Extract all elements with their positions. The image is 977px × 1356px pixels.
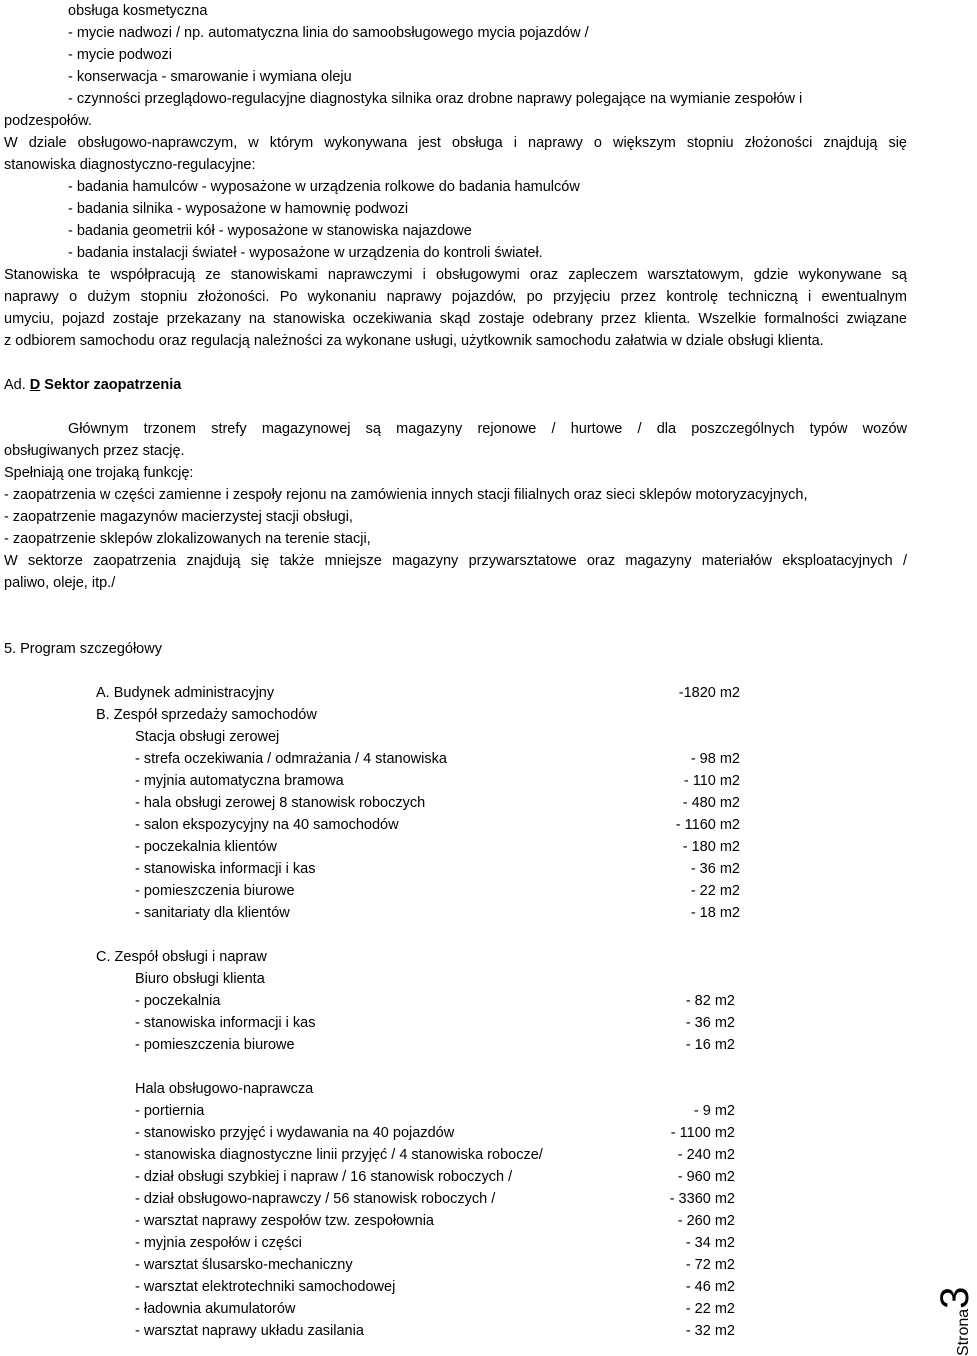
program-a-label: A. Budynek administracyjny <box>96 685 275 701</box>
program-c-area: - 46 m2 <box>685 1279 735 1295</box>
program-c-item: - warsztat elektrotechniki samochodowej <box>135 1279 396 1295</box>
program-b-item: - sanitariaty dla klientów <box>135 905 290 921</box>
paragraph-line: paliwo, oleje, itp./ <box>4 575 116 591</box>
section-prefix: Ad. <box>4 377 30 393</box>
program-c-area: - 72 m2 <box>685 1257 735 1273</box>
program-c-area: - 16 m2 <box>685 1037 735 1053</box>
program-b-item: - pomieszczenia biurowe <box>135 883 295 899</box>
program-b-sub: Stacja obsługi zerowej <box>135 729 280 745</box>
program-c-label: C. Zespół obsługi i napraw <box>96 949 267 965</box>
function-item: - zaopatrzenie magazynów macierzystej stacji obsługi, <box>4 509 353 525</box>
program-c-sub: Biuro obsługi klienta <box>135 971 265 987</box>
program-c-area: - 34 m2 <box>685 1235 735 1251</box>
program-c-item: - dział obsługowo-naprawczy / 56 stanowisk roboczych / <box>135 1191 496 1207</box>
paragraph-line: Głównym trzonem strefy magazynowej są magazyny rejonowe / hurtowe / dla poszczególnych typów wozów <box>68 421 907 437</box>
program-b-area: - 480 m2 <box>682 795 740 811</box>
functions-intro: Spełniają one trojaką funkcję: <box>4 465 194 481</box>
program-c-area: - 1100 m2 <box>670 1125 735 1141</box>
page-label <box>933 1286 977 1356</box>
program-c-item: - pomieszczenia biurowe <box>135 1037 295 1053</box>
top-item: - konserwacja - smarowanie i wymiana oleju <box>68 69 352 85</box>
program-c-area: - 260 m2 <box>677 1213 735 1229</box>
program-c-area: - 22 m2 <box>685 1301 735 1317</box>
paragraph-line: stanowiska diagnostyczno-regulacyjne: <box>4 157 256 173</box>
program-b-area: - 1160 m2 <box>675 817 740 833</box>
top-item: - mycie podwozi <box>68 47 172 63</box>
program-c-item: - myjnia zespołów i części <box>135 1235 302 1251</box>
paragraph-line: W dziale obsługowo-naprawczym, w którym wykonywana jest obsługa i naprawy o większym stopniu złożoności znajdują się <box>4 135 907 151</box>
program-c-item: - ładownia akumulatorów <box>135 1301 296 1317</box>
paragraph-line: Stanowiska te współpracują ze stanowiskami naprawczymi i obsługowymi oraz zapleczem warsztatowym, gdzie wykonywane są <box>4 267 907 283</box>
program-b-label: B. Zespół sprzedaży samochodów <box>96 707 317 723</box>
program-c-area: - 32 m2 <box>685 1323 735 1339</box>
program-b-area: - 98 m2 <box>690 751 740 767</box>
program-c-area: - 82 m2 <box>685 993 735 1009</box>
program-c-item: - stanowisko przyjęć i wydawania na 40 pojazdów <box>135 1125 455 1141</box>
program-a-area: -1820 m2 <box>678 685 740 701</box>
program-c-sub: Hala obsługowo-naprawcza <box>135 1081 314 1097</box>
program-b-area: - 22 m2 <box>690 883 740 899</box>
program-c-area: - 240 m2 <box>677 1147 735 1163</box>
paragraph-line: umyciu, pojazd zostaje przekazany na stanowiska oczekiwania skąd zostaje odebrany przez klienta. Wszelkie formalności związane <box>4 311 907 327</box>
diag-item: - badania geometrii kół - wyposażone w stanowiska najazdowe <box>68 223 472 239</box>
program-c-item: - poczekalnia <box>135 993 221 1009</box>
paragraph-line: obsługiwanych przez stację. <box>4 443 185 459</box>
program-b-area: - 180 m2 <box>682 839 740 855</box>
program-b-area: - 18 m2 <box>690 905 740 921</box>
program-b-item: - myjnia automatyczna bramowa <box>135 773 344 789</box>
program-c-area: - 3360 m2 <box>669 1191 735 1207</box>
program-c-item: - portiernia <box>135 1103 205 1119</box>
diag-item: - badania hamulców - wyposażone w urządzenia rolkowe do badania hamulców <box>68 179 580 195</box>
section-title: Sektor zaopatrzenia <box>40 377 182 393</box>
page-label-word: Strona <box>955 1308 972 1356</box>
program-c-item: - warsztat naprawy zespołów tzw. zespołownia <box>135 1213 434 1229</box>
program-b-item: - strefa oczekiwania / odmrażania / 4 stanowiska <box>135 751 447 767</box>
section-heading <box>4 376 181 394</box>
program-b-item: - stanowiska informacji i kas <box>135 861 316 877</box>
program-c-item: - warsztat naprawy układu zasilania <box>135 1323 364 1339</box>
program-b-area: - 36 m2 <box>690 861 740 877</box>
page-number: 3 <box>933 1286 977 1309</box>
program-heading: 5. Program szczegółowy <box>4 641 162 657</box>
program-c-item: - warsztat ślusarsko-mechaniczny <box>135 1257 353 1273</box>
program-c-item: - dział obsługi szybkiej i napraw / 16 stanowisk roboczych / <box>135 1169 513 1185</box>
top-item: - mycie nadwozi / np. automatyczna linia do samoobsługowego mycia pojazdów / <box>68 25 589 41</box>
top-item: obsługa kosmetyczna <box>68 3 208 19</box>
diag-item: - badania silnika - wyposażone w hamownię podwozi <box>68 201 409 217</box>
program-b-area: - 110 m2 <box>683 773 740 789</box>
paragraph-line: z odbiorem samochodu oraz regulacją należności za wykonane usługi, użytkownik samochodu załatwia w dziale obsługi klienta. <box>4 333 824 349</box>
program-b-item: - hala obsługi zerowej 8 stanowisk roboczych <box>135 795 426 811</box>
diag-item: - badania instalacji świateł - wyposażone w urządzenia do kontroli świateł. <box>68 245 543 261</box>
function-item: - zaopatrzenia w części zamienne i zespoły rejonu na zamówienia innych stacji filialnych oraz sieci sklepów motoryzacyjnych, <box>4 487 808 503</box>
program-c-area: - 9 m2 <box>693 1103 735 1119</box>
program-c-area: - 36 m2 <box>685 1015 735 1031</box>
top-item-continuation: podzespołów. <box>4 113 92 129</box>
section-letter: D <box>29 377 41 393</box>
program-c-area: - 960 m2 <box>677 1169 735 1185</box>
function-item: - zaopatrzenie sklepów zlokalizowanych na terenie stacji, <box>4 531 371 547</box>
top-item: - czynności przeglądowo-regulacyjne diagnostyka silnika oraz drobne naprawy polegające na wymianie zespołów i <box>68 91 803 107</box>
program-b-item: - poczekalnia klientów <box>135 839 277 855</box>
program-c-item: - stanowiska diagnostyczne linii przyjęć / 4 stanowiska robocze/ <box>135 1147 543 1163</box>
paragraph-line: naprawy o dużym stopniu złożoności. Po wykonaniu naprawy pojazdów, po przyjęciu przez kontrolę techniczną i ewentualnym <box>4 289 907 305</box>
program-b-item: - salon ekspozycyjny na 40 samochodów <box>135 817 399 833</box>
paragraph-line: W sektorze zaopatrzenia znajdują się także mniejsze magazyny przywarsztatowe oraz magazyny materiałów eksploatacyjnych / <box>4 553 907 569</box>
program-c-item: - stanowiska informacji i kas <box>135 1015 316 1031</box>
